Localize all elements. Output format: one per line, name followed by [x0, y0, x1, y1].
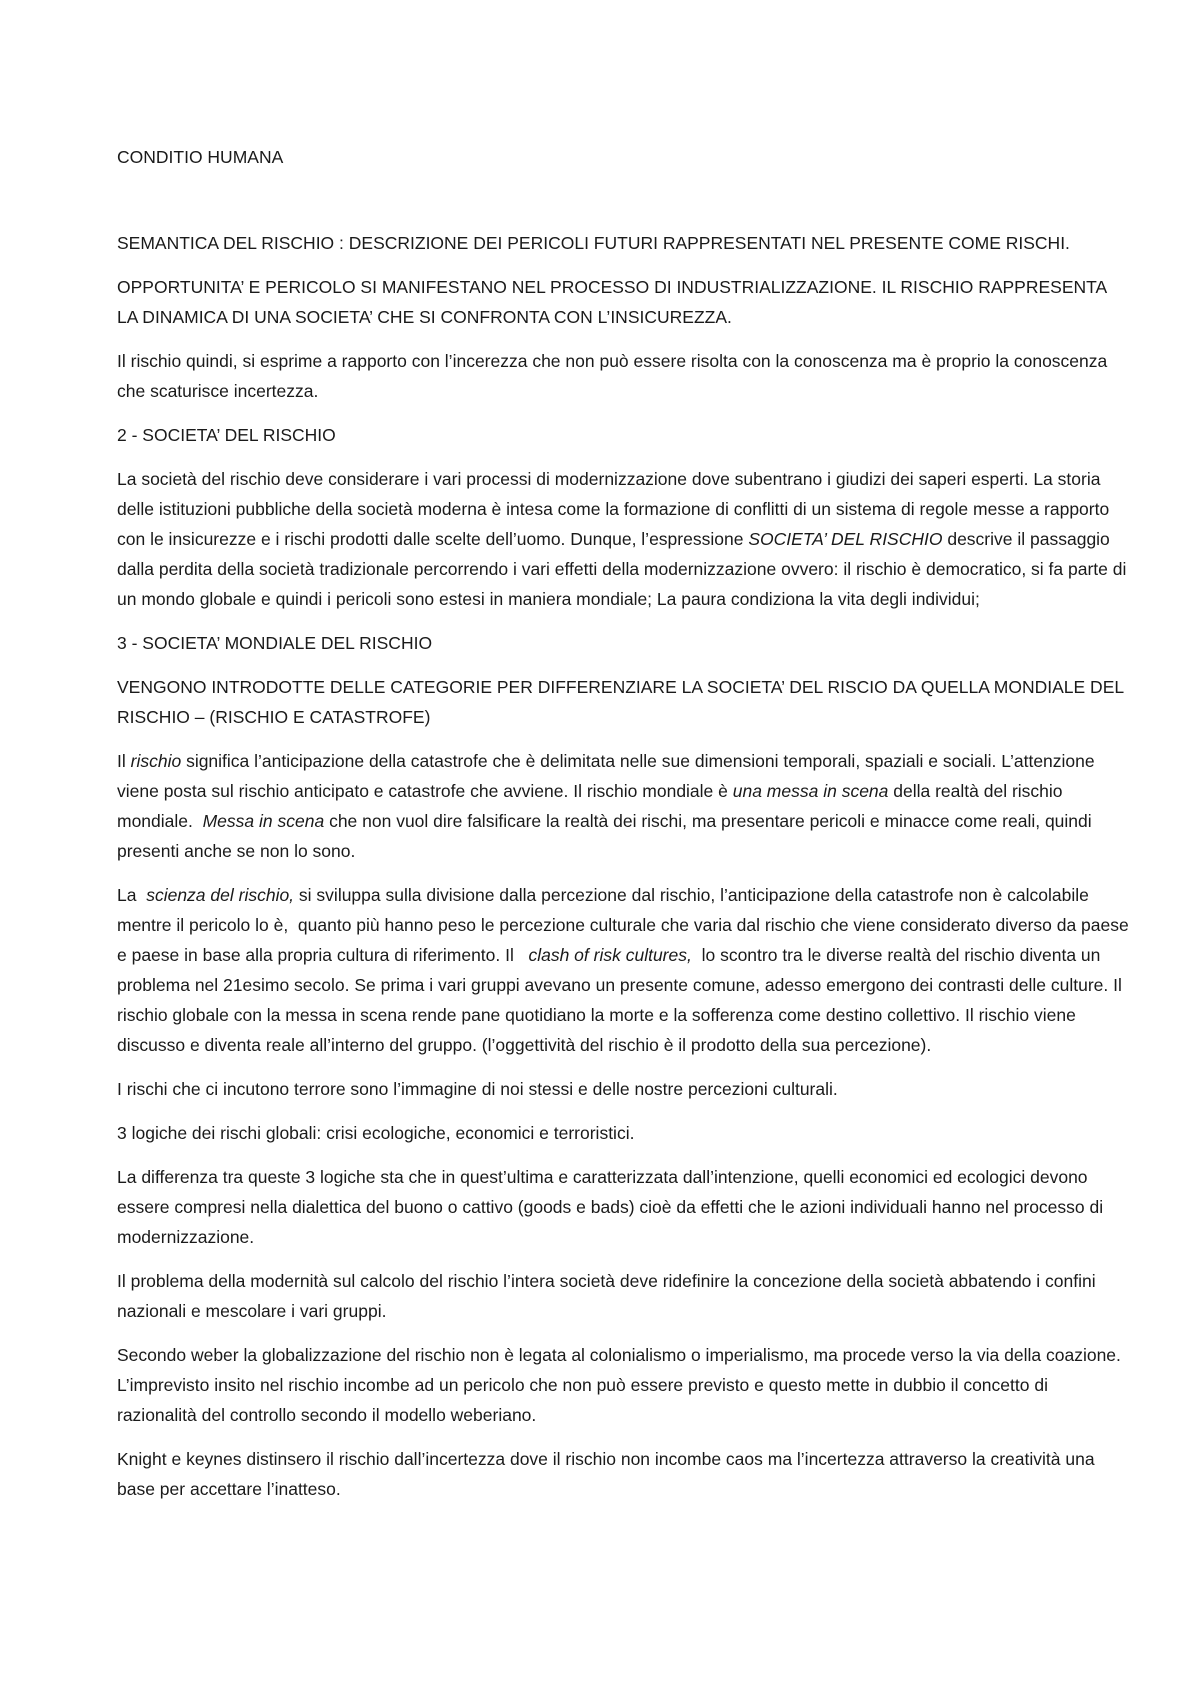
document-title: CONDITIO HUMANA: [117, 147, 284, 167]
italic-phrase: rischio: [130, 751, 182, 771]
paragraph-categorie: VENGONO INTRODOTTE DELLE CATEGORIE PER DIFFERENZIARE LA SOCIETA’ DEL RISCIO DA QUELLA MONDIALE DEL RISCHIO – (RISCHIO E CATASTROFE): [117, 677, 1129, 727]
italic-phrase: una messa in scena: [732, 781, 889, 801]
italic-phrase: SOCIETA’ DEL RISCHIO: [748, 529, 943, 549]
paragraph-scienza-rischio: La scienza del rischio, si sviluppa sulla divisione dalla percezione dal rischio, l’anticipazione della catastrofe non è calcolabile mentre il pericolo lo è, quanto più hanno peso le percezione culturale che varia dal rischio che viene considerato diverso da paese e paese in base alla propria cultura di riferimento. Il clash of risk cultures, lo scontro tra le diverse realtà del rischio diventa un problema nel 21esimo secolo. Se prima i vari gruppi avevano un presente comune, adesso emergono dei contrasti delle culture. Il rischio globale con la messa in scena rende pane quotidiano la morte e la sofferenza come destino collettivo. Il rischio viene discusso e diventa reale all’interno del gruppo. (l’oggettività del rischio è il prodotto della sua percezione).: [117, 885, 1139, 1055]
paragraph-societa-rischio: La società del rischio deve considerare i vari processi di modernizzazione dove subentrano i giudizi dei saperi esperti. La storia delle istituzioni pubbliche della società moderna è intesa come la formazione di conflitti di un sistema di regole messe a rapporto con le insicurezze e i rischi prodotti dalle scelte dell’uomo. Dunque, l’espressione SOCIETA’ DEL RISCHIO descrive il passaggio dalla perdita della società tradizionale percorrendo i vari effetti della modernizzazione ovvero: il rischio è democratico, si fa parte di un mondo globale e quindi i pericoli sono estesi in maniera mondiale; La paura condiziona la vita degli individui;: [117, 469, 1132, 609]
paragraph-opportunita: OPPORTUNITA’ E PERICOLO SI MANIFESTANO NEL PROCESSO DI INDUSTRIALIZZAZIONE. IL RISCHIO RAPPRESENTA LA DINAMICA DI UNA SOCIETA’ CHE SI CONFRONTA CON L’INSICUREZZA.: [117, 277, 1112, 327]
italic-phrase: scienza del rischio,: [146, 885, 295, 905]
section-heading-3: 3 - SOCIETA’ MONDIALE DEL RISCHIO: [117, 633, 433, 653]
paragraph-tre-logiche: 3 logiche dei rischi globali: crisi ecologiche, economici e terroristici.: [117, 1123, 635, 1143]
paragraph-modernita: Il problema della modernità sul calcolo del rischio l’intera società deve ridefinire la concezione della società abbatendo i confini nazionali e mescolare i vari gruppi.: [117, 1271, 1101, 1321]
italic-phrase: clash of risk cultures,: [528, 945, 692, 965]
italic-phrase: Messa in scena: [202, 811, 325, 831]
paragraph-immagine: I rischi che ci incutono terrore sono l’immagine di noi stessi e delle nostre percezioni culturali.: [117, 1079, 838, 1099]
paragraph-knight-keynes: Knight e keynes distinsero il rischio dall’incertezza dove il rischio non incombe caos ma l’incertezza attraverso la creatività una base per accettare l’inatteso.: [117, 1449, 1100, 1499]
paragraph-semantica: SEMANTICA DEL RISCHIO : DESCRIZIONE DEI PERICOLI FUTURI RAPPRESENTATI NEL PRESENTE COME RISCHI.: [117, 233, 1070, 253]
paragraph-differenza: La differenza tra queste 3 logiche sta che in quest’ultima e caratterizzata dall’intenzione, quelli economici ed ecologici devono essere compresi nella dialettica del buono o cattivo (goods e bads) cioè da effetti che le azioni individuali hanno nel processo di modernizzazione.: [117, 1167, 1108, 1247]
paragraph-weber: Secondo weber la globalizzazione del rischio non è legata al colonialismo o imperialismo, ma procede verso la via della coazione. L’imprevisto insito nel rischio incombe ad un pericolo che non può essere previsto e questo mette in dubbio il concetto di razionalità del controllo secondo il modello weberiano.: [117, 1345, 1131, 1425]
section-heading-2: 2 - SOCIETA’ DEL RISCHIO: [117, 425, 336, 445]
paragraph-rischio-incertezza: Il rischio quindi, si esprime a rapporto con l’incerezza che non può essere risolta con la conoscenza ma è proprio la conoscenza che scaturisce incertezza.: [117, 351, 1113, 401]
paragraph-anticipazione: Il rischio significa l’anticipazione della catastrofe che è delimitata nelle sue dimensioni temporali, spaziali e sociali. L’attenzione viene posta sul rischio anticipato e catastrofe che avviene. Il rischio mondiale è una messa in scena della realtà del rischio mondiale. Messa in scena che non vuol dire falsificare la realtà dei rischi, ma presentare pericoli e minacce come reali, quindi presenti anche se non lo sono.: [117, 751, 1100, 861]
